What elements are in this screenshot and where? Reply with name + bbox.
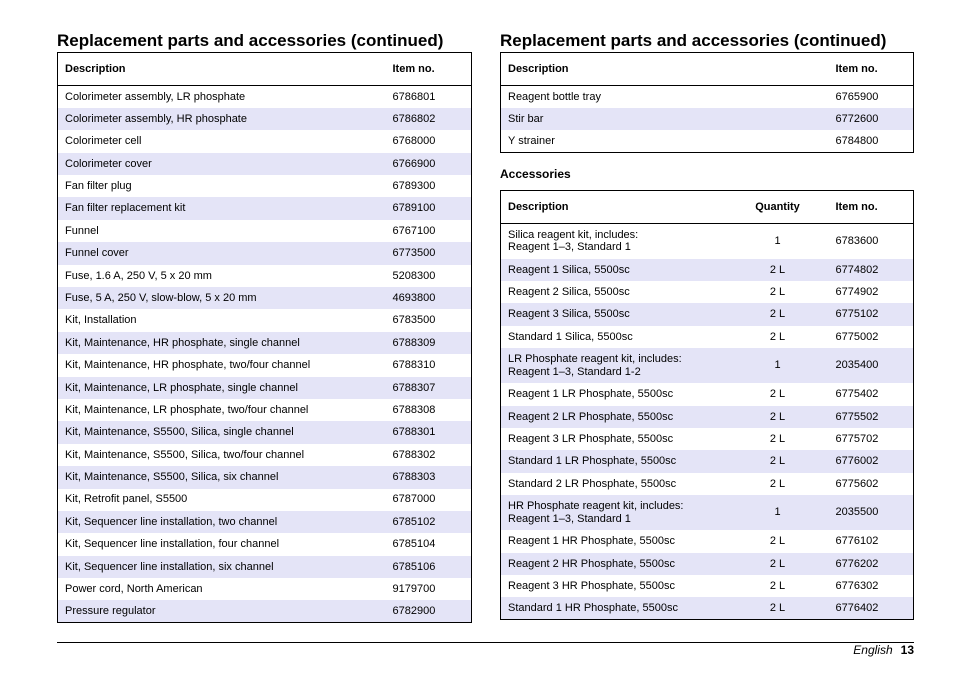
header-quantity: Quantity <box>727 191 829 224</box>
table-cell: Reagent 1 LR Phosphate, 5500sc <box>508 388 674 401</box>
table-row <box>501 259 914 281</box>
table-cell: Standard 1 LR Phosphate, 5500sc <box>501 450 727 472</box>
table-row <box>501 428 914 450</box>
table-cell: Reagent 3 LR Phosphate, 5500sc <box>508 432 674 445</box>
table-cell: Standard 1 HR Phosphate, 5500sc <box>501 597 727 619</box>
table-cell: 6785102 <box>386 511 472 533</box>
table-row <box>501 108 914 130</box>
table-cell: Kit, Sequencer line installation, two channel <box>58 511 386 533</box>
table-cell: 2 L <box>769 286 786 298</box>
table-cell: 6775702 <box>835 432 879 445</box>
header-description: Description <box>501 53 829 86</box>
table-cell: Reagent 2 LR Phosphate, 5500sc <box>501 406 727 428</box>
table-row <box>501 473 914 495</box>
table-cell: Kit, Retrofit panel, S5500 <box>65 493 188 506</box>
page-footer <box>853 643 914 657</box>
table-cell: 6766900 <box>386 153 472 175</box>
table-cell: 6765900 <box>835 90 879 103</box>
table-cell: 6787000 <box>392 493 436 506</box>
table-cell: Kit, Maintenance, S5500, Silica, single channel <box>58 421 386 443</box>
table-row <box>58 511 472 533</box>
table-cell: 6785104 <box>392 538 436 551</box>
table-cell: Fuse, 5 A, 250 V, slow-blow, 5 x 20 mm <box>58 287 386 309</box>
table-cell: Kit, Maintenance, LR phosphate, two/four channel <box>65 403 309 416</box>
table-header-row <box>501 53 914 86</box>
table-cell: 6775502 <box>829 406 914 428</box>
table-row <box>501 281 914 303</box>
table-cell: 6774802 <box>829 259 914 281</box>
table-row <box>501 553 914 575</box>
table-cell: Fan filter replacement kit <box>58 197 386 219</box>
parts-table-left-body <box>58 86 472 623</box>
table-row <box>58 556 472 578</box>
table-cell: 1 <box>727 348 829 383</box>
table-cell: 2035400 <box>829 348 914 383</box>
table-row <box>58 153 472 175</box>
header-item-no: Item no. <box>829 191 914 224</box>
left-column <box>57 30 472 623</box>
table-cell: 6788310 <box>392 359 436 372</box>
table-cell: 2035500 <box>829 495 914 530</box>
table-cell: 2 L <box>769 432 786 445</box>
table-cell: 6783600 <box>835 235 879 248</box>
table-row <box>501 450 914 472</box>
table-cell: Kit, Installation <box>65 314 137 327</box>
table-row <box>501 86 914 108</box>
table-row <box>501 575 914 597</box>
parts-table-left <box>57 52 472 623</box>
table-cell: 6775102 <box>829 303 914 325</box>
table-cell: 2 L <box>769 330 786 343</box>
table-row <box>501 530 914 552</box>
table-cell: Colorimeter assembly, HR phosphate <box>58 108 386 130</box>
table-cell: 6788307 <box>386 377 472 399</box>
table-row <box>58 108 472 130</box>
table-row <box>501 303 914 325</box>
table-row <box>501 348 914 383</box>
table-cell: Kit, Sequencer line installation, six channel <box>58 556 386 578</box>
table-cell: 6773500 <box>386 242 472 264</box>
table-cell: 2 L <box>769 579 786 592</box>
table-cell: Stir bar <box>501 108 829 130</box>
header-item-no: Item no. <box>386 53 472 86</box>
table-cell: 2 L <box>769 535 786 548</box>
table-row <box>58 287 472 309</box>
table-cell: 2 L <box>727 597 829 619</box>
table-cell: LR Phosphate reagent kit, includes: Reagent 1–3, Standard 1-2 <box>501 348 727 383</box>
table-row <box>58 444 472 466</box>
table-cell: 6786802 <box>386 108 472 130</box>
table-cell: 6788302 <box>392 448 436 461</box>
table-cell: 5208300 <box>392 269 436 282</box>
table-cell: Fan filter plug <box>65 180 132 192</box>
table-cell: Fuse, 1.6 A, 250 V, 5 x 20 mm <box>65 269 212 282</box>
table-cell: 6785106 <box>386 556 472 578</box>
table-cell: 6772600 <box>829 108 914 130</box>
table-cell: 2 L <box>727 259 829 281</box>
table-row <box>58 265 472 287</box>
table-cell: 6776402 <box>829 597 914 619</box>
table-cell: 2 L <box>727 553 829 575</box>
table-cell: 6786801 <box>392 90 436 103</box>
table-cell: Standard 1 Silica, 5500sc <box>508 330 633 343</box>
table-cell: 6788309 <box>386 332 472 354</box>
table-cell: HR Phosphate reagent kit, includes: Reagent 1–3, Standard 1 <box>501 495 727 530</box>
table-row <box>501 326 914 348</box>
table-cell: Colorimeter cover <box>58 153 386 175</box>
table-row <box>501 597 914 619</box>
table-cell: Kit, Maintenance, S5500, Silica, two/four channel <box>65 448 305 461</box>
table-cell: 6776302 <box>835 579 879 592</box>
table-cell: Reagent 2 HR Phosphate, 5500sc <box>501 553 727 575</box>
header-description: Description <box>58 53 386 86</box>
table-row <box>58 377 472 399</box>
table-cell: Kit, Maintenance, HR phosphate, two/four channel <box>65 359 311 372</box>
table-row <box>501 495 914 530</box>
left-page-title: Replacement parts and accessories (continued) <box>57 31 444 50</box>
table-cell: Funnel <box>65 224 99 237</box>
table-cell: Reagent 3 Silica, 5500sc <box>501 303 727 325</box>
page-number: 13 <box>900 643 914 657</box>
table-cell: 2 L <box>727 406 829 428</box>
accessories-heading: Accessories <box>500 167 571 182</box>
table-cell: Reagent bottle tray <box>508 90 601 103</box>
table-row <box>58 332 472 354</box>
table-row <box>58 197 472 219</box>
footer-rule <box>57 642 914 643</box>
table-cell: Kit, Maintenance, LR phosphate, single channel <box>58 377 386 399</box>
table-cell: Kit, Sequencer line installation, four channel <box>65 538 280 551</box>
table-cell: 6782900 <box>386 600 472 622</box>
table-cell: Reagent 2 Silica, 5500sc <box>508 286 630 298</box>
table-cell: 2 L <box>769 477 786 490</box>
table-header-row <box>501 191 914 224</box>
table-cell: 6788308 <box>392 403 436 416</box>
table-row <box>501 130 914 152</box>
table-cell: 6775002 <box>835 330 879 343</box>
table-cell: 6788303 <box>386 466 472 488</box>
table-cell: 6767100 <box>392 224 436 237</box>
table-cell: 6783500 <box>392 314 436 327</box>
footer-language: English <box>853 643 893 657</box>
table-row <box>58 309 472 331</box>
table-cell: 6776202 <box>829 553 914 575</box>
table-row <box>58 86 472 108</box>
table-cell: 6788301 <box>386 421 472 443</box>
header-description: Description <box>501 191 727 224</box>
table-cell: 1 <box>727 495 829 530</box>
table-cell: 2 L <box>727 303 829 325</box>
table-cell: Kit, Maintenance, S5500, Silica, six channel <box>58 466 386 488</box>
table-cell: Standard 2 LR Phosphate, 5500sc <box>508 477 677 490</box>
table-header-row <box>58 53 472 86</box>
table-row <box>58 354 472 376</box>
table-row <box>58 578 472 600</box>
accessories-table-body <box>501 224 914 620</box>
table-cell: Silica reagent kit, includes: Reagent 1–3, Standard 1 <box>508 228 639 254</box>
table-cell: 4693800 <box>386 287 472 309</box>
table-cell: Colorimeter cell <box>65 135 142 148</box>
table-cell: Power cord, North American <box>65 583 203 596</box>
table-cell: 6776102 <box>835 535 879 548</box>
table-cell: 6784800 <box>835 134 879 147</box>
table-row <box>58 466 472 488</box>
table-cell: Y strainer <box>508 134 555 147</box>
table-cell: 2 L <box>769 388 786 401</box>
table-cell: 6775402 <box>835 388 879 401</box>
table-cell: Colorimeter assembly, LR phosphate <box>65 90 246 103</box>
right-page-title: Replacement parts and accessories (continued) <box>500 31 887 50</box>
table-row <box>58 220 472 242</box>
table-row <box>58 399 472 421</box>
table-row <box>58 242 472 264</box>
table-cell: 6776002 <box>829 450 914 472</box>
table-row <box>501 383 914 405</box>
table-row <box>501 224 914 259</box>
table-row <box>58 533 472 555</box>
table-cell: 6789300 <box>392 180 436 192</box>
table-row <box>58 175 472 197</box>
table-cell: 6774902 <box>835 286 879 298</box>
table-row <box>501 406 914 428</box>
table-cell: Reagent 1 Silica, 5500sc <box>501 259 727 281</box>
right-column <box>500 30 914 620</box>
table-cell: Funnel cover <box>58 242 386 264</box>
table-row <box>58 489 472 511</box>
table-row <box>58 421 472 443</box>
table-cell: 1 <box>774 235 781 248</box>
table-cell: 6775602 <box>835 477 879 490</box>
table-row <box>58 130 472 152</box>
table-cell: Pressure regulator <box>58 600 386 622</box>
header-item-no: Item no. <box>829 53 914 86</box>
table-cell: Reagent 1 HR Phosphate, 5500sc <box>508 535 675 548</box>
table-cell: 9179700 <box>392 583 436 596</box>
parts-table-right <box>500 52 914 153</box>
table-cell: 6768000 <box>392 135 436 148</box>
table-cell: 6789100 <box>386 197 472 219</box>
parts-table-right-body <box>501 86 914 153</box>
table-row <box>58 600 472 622</box>
accessories-table <box>500 190 914 620</box>
table-cell: Reagent 3 HR Phosphate, 5500sc <box>508 579 675 592</box>
table-cell: Kit, Maintenance, HR phosphate, single channel <box>58 332 386 354</box>
table-cell: 2 L <box>727 450 829 472</box>
